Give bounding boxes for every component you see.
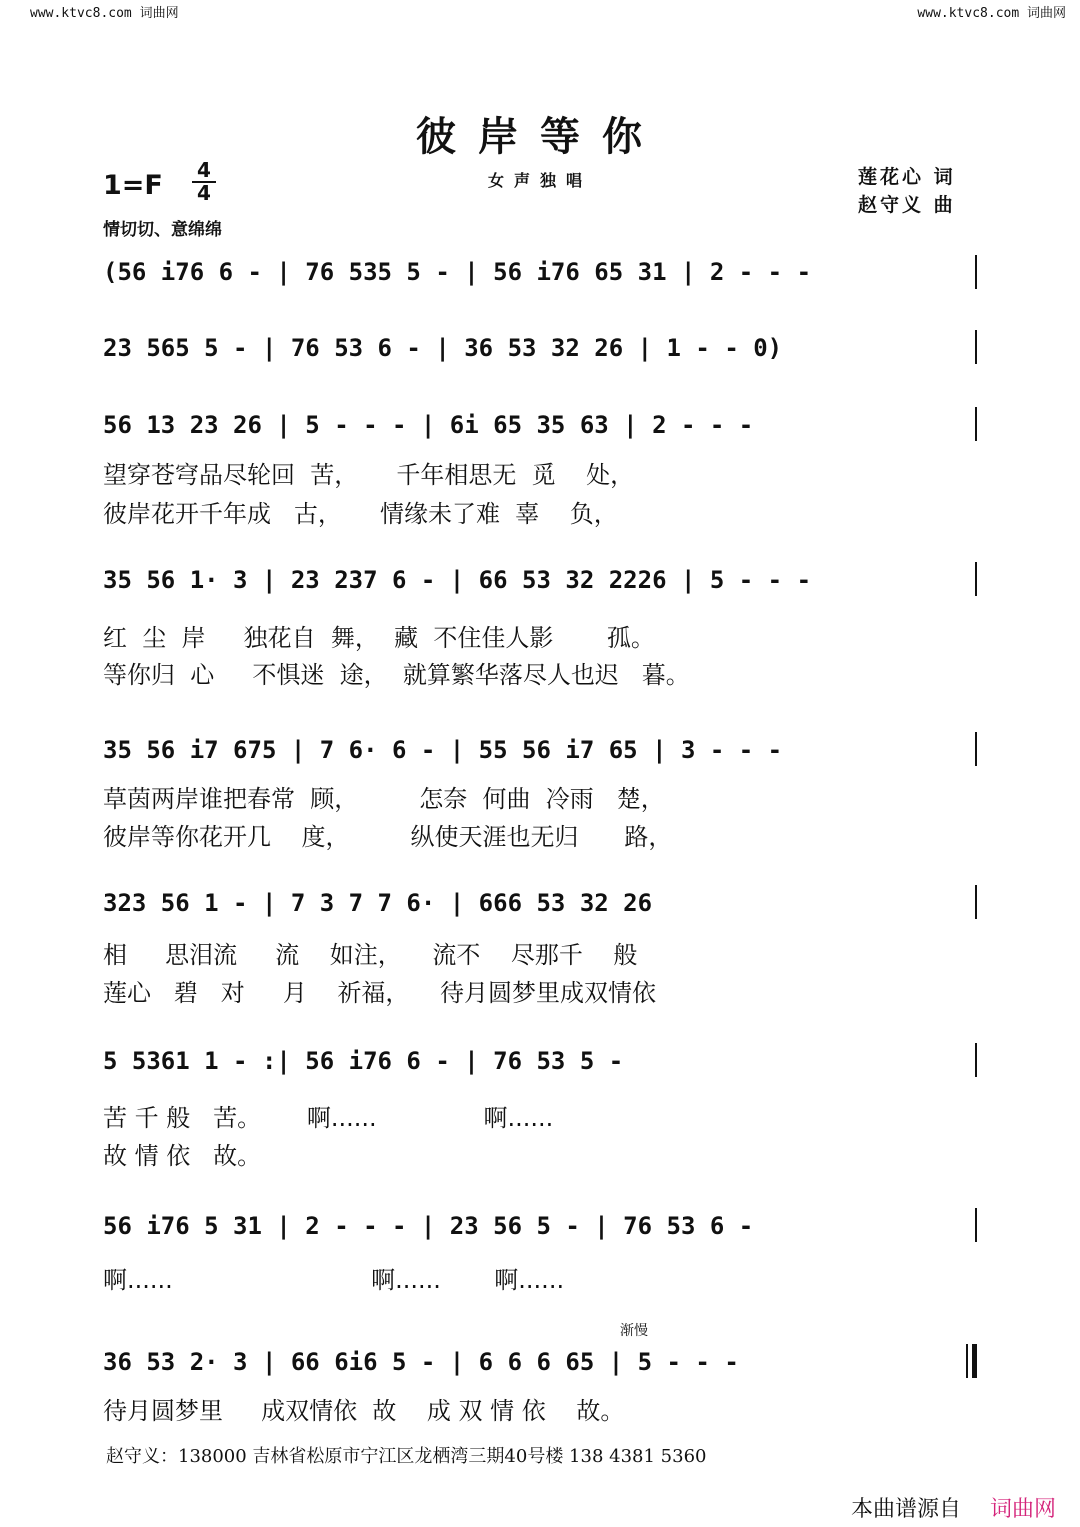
lyricist: 莲花心 词 (858, 166, 956, 188)
score-line-6: 323 56 1 - | 7 3 7 7 6· | 666 53 32 26 (103, 889, 653, 917)
lyric-line-7a: 苦 千 般 苦。 啊...... 啊...... (103, 1104, 554, 1132)
barline (975, 330, 977, 364)
time-signature (192, 160, 216, 204)
contact-info: 赵守义：138000 吉林省松原市宁江区龙栖湾三期40号楼 138 4381 5360 (106, 1446, 707, 1467)
song-subtitle: 女声独唱 (487, 171, 592, 190)
lyric-line-6a: 相 思泪流 流 如注， 流不 尽那千 般 (103, 941, 638, 969)
final-barline (972, 1344, 977, 1378)
source-label: 本曲谱源自 (851, 1497, 962, 1522)
site-watermark-left[interactable]: www.ktvc8.com 词曲网 (30, 6, 179, 21)
score-line-1: (56 i76 6 - | 76 535 5 - | 56 i76 65 31 | 2 - - - (103, 258, 812, 286)
score-line-5: 35 56 i7 675 | 7 6· 6 - | 55 56 i7 65 | 3 - - - (103, 736, 783, 764)
lyric-line-4a: 红 尘 岸 独花自 舞， 藏 不住佳人影 孤。 (103, 624, 655, 652)
lyric-line-4b: 等你归 心 不惧迷 途， 就算繁华落尽人也迟 暮。 (103, 661, 690, 689)
key-signature: 1=F (103, 170, 163, 201)
barline (975, 885, 977, 919)
lyric-line-7b: 故 情 依 故。 (103, 1142, 262, 1170)
barline (966, 1344, 968, 1378)
tempo-mark: 情切切、意绵绵 (103, 220, 222, 240)
lyric-line-8a: 啊...... 啊...... 啊...... (103, 1266, 565, 1294)
lyric-line-5b: 彼岸等你花开几 度， 纵使天涯也无归 路， (103, 823, 673, 851)
barline (975, 407, 977, 441)
barline (975, 1043, 977, 1077)
lyric-line-9a: 待月圆梦里 成双情依 故 成 双 情 依 故。 (103, 1397, 625, 1425)
time-bottom: 4 (197, 181, 211, 205)
score-line-2: 23 565 5 - | 76 53 6 - | 36 53 32 26 | 1 - - 0) (103, 334, 783, 362)
song-title: 彼岸等你 (416, 113, 664, 160)
lyric-line-5a: 草茵两岸谁把春常 顾， 怎奈 何曲 冷雨 楚， (103, 785, 665, 813)
composer: 赵守义 曲 (858, 194, 956, 216)
barline (975, 562, 977, 596)
barline (975, 732, 977, 766)
ritardando-mark: 渐慢 (620, 1323, 648, 1339)
score-line-3: 56 13 23 26 | 5 - - - | 6i 65 35 63 | 2 - - - (103, 411, 754, 439)
lyric-line-6b: 莲心 碧 对 月 祈福， 待月圆梦里成双情依 (103, 979, 656, 1007)
score-line-9: 36 53 2· 3 | 66 6i6 5 - | 6 6 6 65 | 5 - - - (103, 1348, 739, 1376)
score-line-7: 5 5361 1 - :| 56 i76 6 - | 76 53 5 - (103, 1047, 624, 1075)
lyric-line-3a: 望穿苍穹品尽轮回 苦， 千年相思无 觅 处， (103, 461, 635, 489)
score-line-8: 56 i76 5 31 | 2 - - - | 23 56 5 - | 76 53 6 - (103, 1212, 754, 1240)
lyric-line-3b: 彼岸花开千年成 古， 情缘未了难 辜 负， (103, 500, 618, 528)
brand-link[interactable]: 词曲网 (990, 1497, 1057, 1522)
score-line-4: 35 56 1· 3 | 23 237 6 - | 66 53 32 2226 | 5 - - - (103, 566, 812, 594)
barline (975, 255, 977, 289)
site-watermark-right[interactable]: www.ktvc8.com 词曲网 (917, 6, 1066, 21)
barline (975, 1208, 977, 1242)
time-top: 4 (197, 158, 211, 182)
